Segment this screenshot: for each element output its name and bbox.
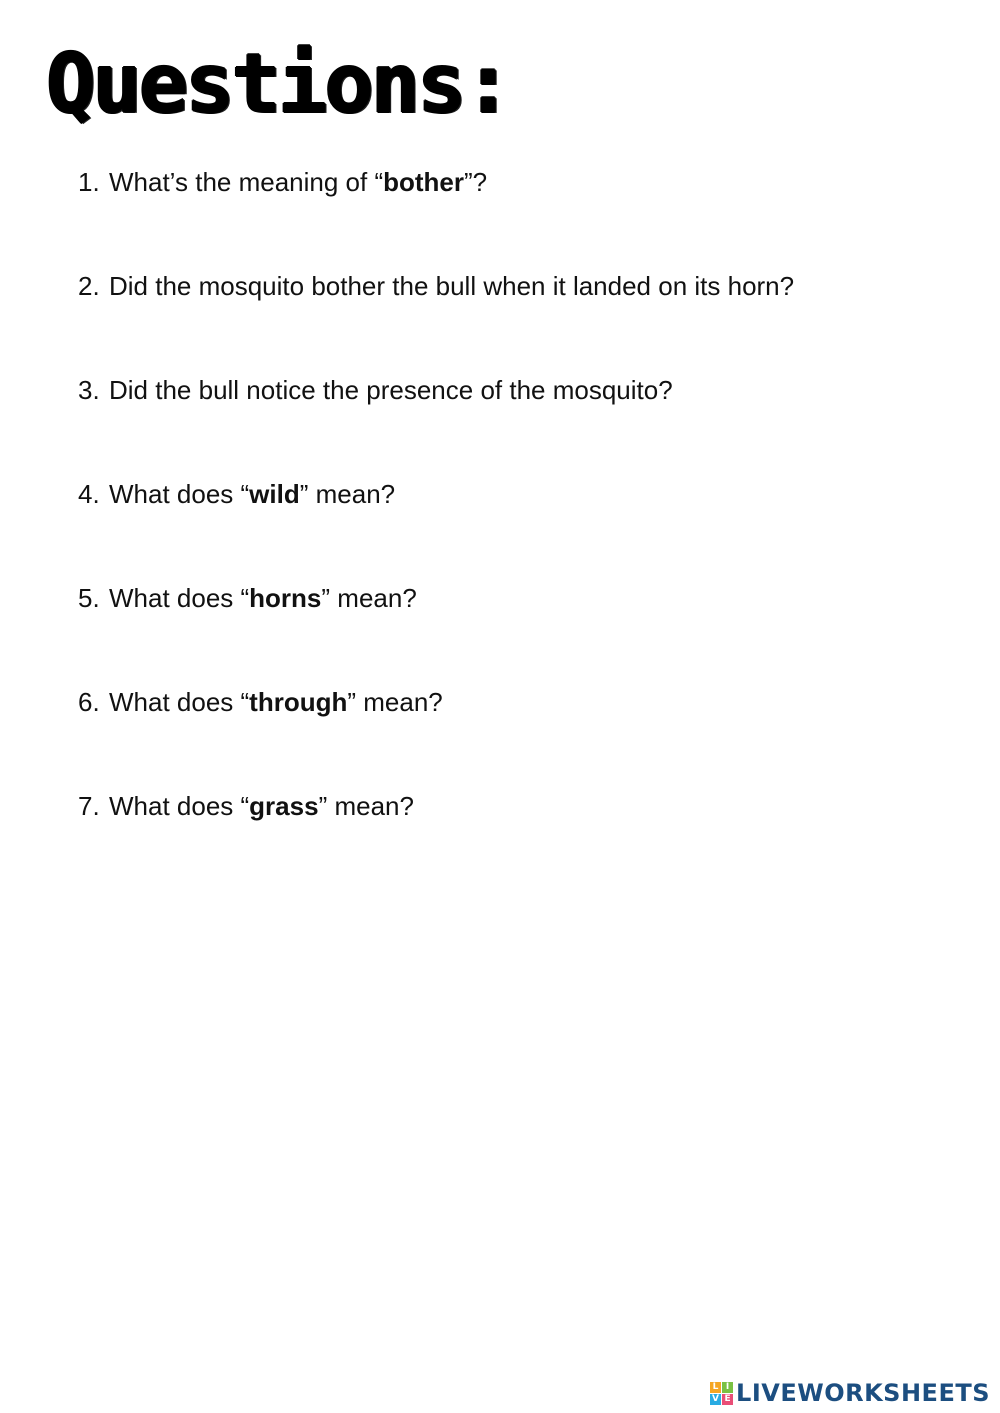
question-keyword: through — [249, 687, 348, 717]
question-text: What does “ — [109, 791, 250, 821]
liveworksheets-brand — [710, 1381, 990, 1405]
question-text-end: ” mean? — [347, 687, 443, 717]
liveworksheets-logo-icon — [710, 1382, 733, 1405]
question-keyword: bother — [383, 167, 464, 197]
question-item — [78, 786, 978, 890]
question-item — [78, 370, 978, 474]
question-text-end: ” mean? — [318, 791, 414, 821]
question-text: What does “ — [109, 479, 250, 509]
question-text: Did the bull notice the presence of the mosquito? — [109, 375, 673, 405]
question-text: What does “ — [109, 687, 250, 717]
question-item — [78, 474, 978, 578]
logo-letter-v: V — [710, 1394, 721, 1405]
question-keyword: grass — [249, 791, 319, 821]
question-list — [78, 162, 978, 890]
question-text-end: ” mean? — [321, 583, 417, 613]
question-number: 1. — [78, 167, 100, 197]
question-text-end: ”? — [464, 167, 488, 197]
question-keyword: wild — [249, 479, 300, 509]
question-keyword: horns — [249, 583, 322, 613]
question-item — [78, 266, 978, 370]
question-item — [78, 162, 978, 266]
question-number: 7. — [78, 791, 100, 821]
question-number: 3. — [78, 375, 100, 405]
question-number: 6. — [78, 687, 100, 717]
question-text: What’s the meaning of “ — [109, 167, 384, 197]
logo-letter-l: L — [710, 1382, 721, 1393]
question-text: What does “ — [109, 583, 250, 613]
question-number: 5. — [78, 583, 100, 613]
liveworksheets-wordmark: LIVEWORKSHEETS — [736, 1379, 990, 1407]
question-text: Did the mosquito bother the bull when it landed on its horn? — [109, 271, 795, 301]
question-number: 2. — [78, 271, 100, 301]
page-title: Questions: — [46, 37, 510, 132]
question-text-end: ” mean? — [299, 479, 396, 509]
logo-letter-i: I — [722, 1382, 733, 1393]
question-number: 4. — [78, 479, 100, 509]
question-item — [78, 682, 978, 786]
logo-letter-e: E — [722, 1394, 733, 1405]
question-item — [78, 578, 978, 682]
